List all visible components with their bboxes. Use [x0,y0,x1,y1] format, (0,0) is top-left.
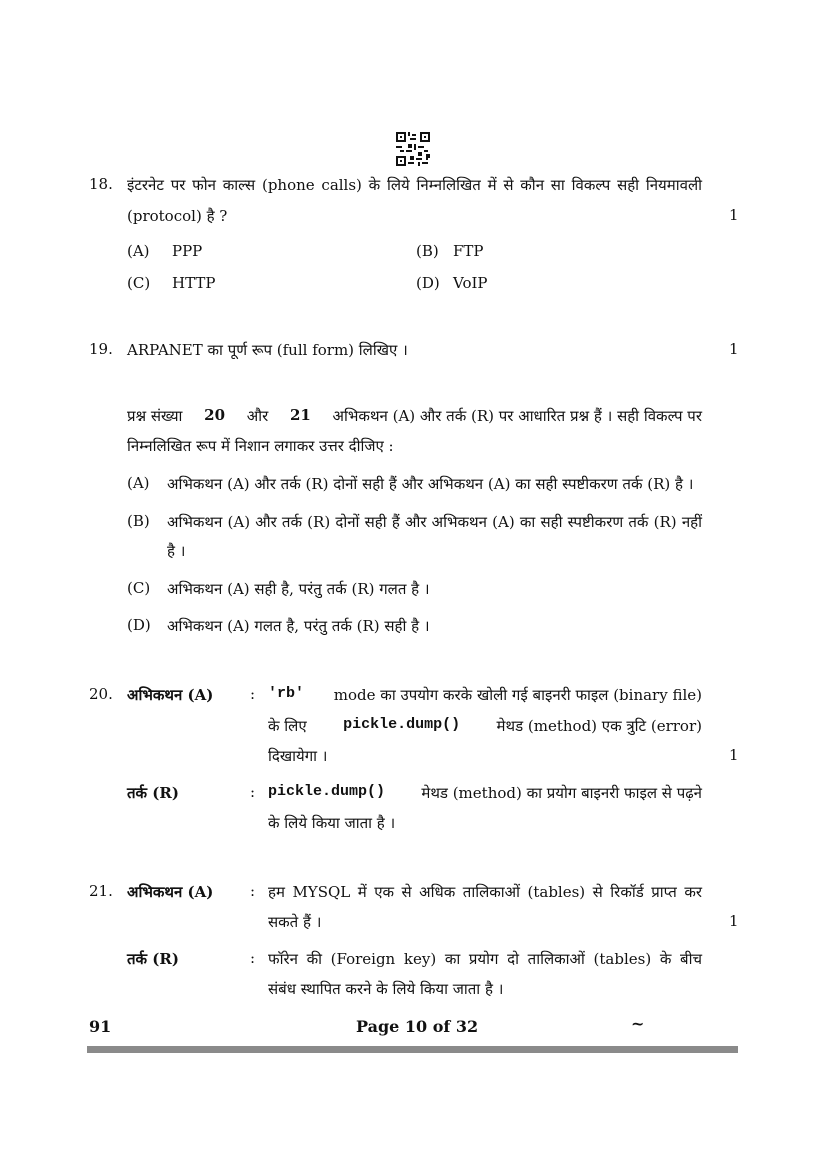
q20-reason-line1 [268,783,702,803]
q20-assertion-label: अभिकथन (A) [127,686,214,704]
instr-option-d-text: अभिकथन (A) गलत है, परंतु तर्क (R) सही है । [167,617,430,635]
q20-assertion-line2-b: मेथड (method) एक त्रुटि (error) [496,717,702,735]
instr-option-a-label: (A) [127,474,150,492]
q21-assertion-line2: सकते हैं । [268,913,322,931]
q18-option-b-label: (B) [416,242,439,260]
q18-option-c-text: HTTP [172,274,216,292]
q18-text-line2: (protocol) है ? [127,207,228,225]
q21-number: 21. [89,882,113,900]
q20-number: 20. [89,685,113,703]
q20-assertion-line1-text: mode का उपयोग करके खोली गई बाइनरी फाइल (binary file) [333,686,702,704]
instr-option-c-label: (C) [127,579,151,597]
q20-marks: 1 [729,746,739,764]
instr-option-a-text: अभिकथन (A) और तर्क (R) दोनों सही हैं और अभिकथन (A) का सही स्पष्टीकरण तर्क (R) है । [167,475,694,493]
q21-assertion-line1: हम MYSQL में एक से अधिक तालिकाओं (tables) से रिकॉर्ड प्राप्त कर [268,883,702,901]
q20-assertion-line3: दिखायेगा । [268,747,328,765]
q21-assertion-label: अभिकथन (A) [127,883,214,901]
qr-code-icon [396,132,430,166]
q18-number: 18. [89,175,113,193]
q20-code-pickle-dump: pickle.dump() [343,716,461,733]
instr-option-b-text-line1: अभिकथन (A) और तर्क (R) दोनों सही हैं और अभिकथन (A) का सही स्पष्टीकरण तर्क (R) नहीं [167,513,702,531]
q18-option-a-text: PPP [172,242,203,260]
q20-reason-line2: के लिये किया जाता है । [268,814,396,832]
instructions-num-20: 20 [204,406,226,424]
instructions-line2: निम्नलिखित रूप में निशान लगाकर उत्तर दीजिए : [127,437,394,455]
q18-option-c-label: (C) [127,274,151,292]
q21-reason-label: तर्क (R) [127,950,179,968]
instructions-text-b: और [246,407,269,425]
q21-assertion-colon: : [250,882,256,900]
instr-option-b-label: (B) [127,512,150,530]
instructions-text-c: अभिकथन (A) और तर्क (R) पर आधारित प्रश्न हैं । सही विकल्प पर [332,407,702,425]
footer-tilde: ~ [631,1014,645,1033]
q20-assertion-line1 [268,685,702,705]
q21-marks: 1 [729,912,739,930]
q21-reason-colon: : [250,949,256,967]
q20-reason-line1-text: मेथड (method) का प्रयोग बाइनरी फाइल से पढ़ने [421,784,702,802]
q18-option-a-label: (A) [127,242,150,260]
instructions-num-21: 21 [289,406,311,424]
q18-option-b-text: FTP [453,242,484,260]
footer-page: Page 10 of 32 [356,1017,479,1036]
q19-text: ARPANET का पूर्ण रूप (full form) लिखिए । [127,341,408,359]
q20-code-rb: 'rb' [268,685,305,702]
q20-assertion-colon: : [250,685,256,703]
q21-reason-line1: फॉरेन की (Foreign key) का प्रयोग दो तालिकाओं (tables) के बीच [268,950,702,968]
q18-text-line1: इंटरनेट पर फोन काल्स (phone calls) के लिये निम्नलिखित में से कौन सा विकल्प सही नियमावली [127,176,702,194]
instr-option-d-label: (D) [127,616,151,634]
q18-marks: 1 [729,206,739,224]
footer-code: 91 [89,1017,112,1036]
q20-reason-code: pickle.dump() [268,783,386,800]
q19-marks: 1 [729,340,739,358]
q18-option-d-label: (D) [416,274,440,292]
q21-reason-line2: संबंध स्थापित करने के लिये किया जाता है । [268,980,504,998]
instructions-line1 [127,406,702,426]
q18-option-d-text: VoIP [453,274,488,292]
instructions-text-a: प्रश्न संख्या [127,407,183,425]
footer-rule [87,1046,738,1053]
instr-option-c-text: अभिकथन (A) सही है, परंतु तर्क (R) गलत है । [167,580,430,598]
q19-number: 19. [89,340,113,358]
q20-reason-colon: : [250,783,256,801]
q20-reason-label: तर्क (R) [127,784,179,802]
instr-option-b-text-line2: है । [167,542,186,560]
q20-assertion-line2-a: के लिए [268,717,307,735]
q20-assertion-line2 [268,716,702,736]
